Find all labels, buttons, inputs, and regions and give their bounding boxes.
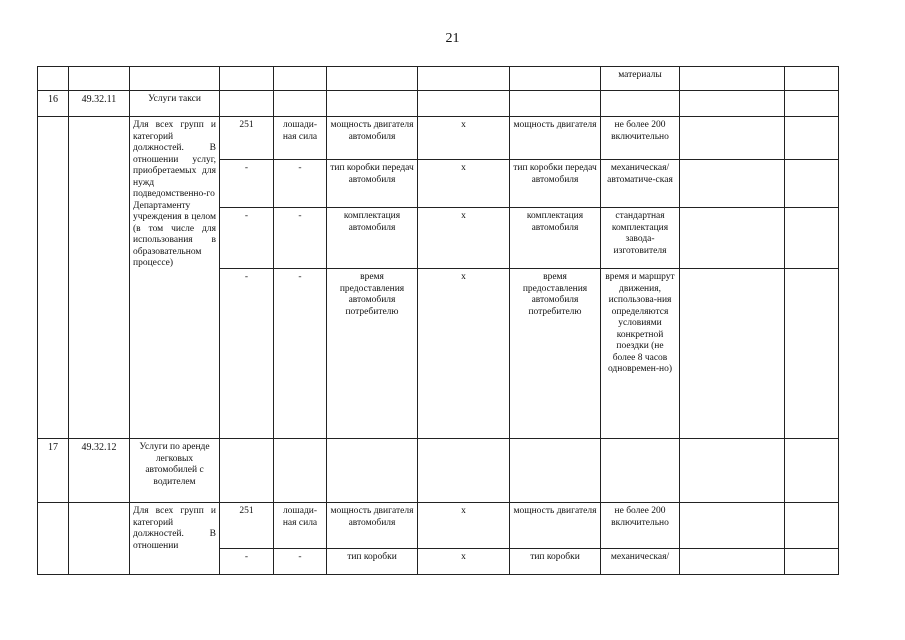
item-16-header-row bbox=[38, 91, 839, 117]
cell-unit: лошади-ная сила bbox=[274, 503, 327, 549]
cell-value: х bbox=[418, 503, 510, 549]
item-name: Услуги такси bbox=[130, 91, 220, 117]
cell-characteristic: комплектация автомобиля bbox=[327, 208, 418, 269]
page-number: 21 bbox=[445, 31, 460, 46]
cell-characteristic: мощность двигателя автомобиля bbox=[327, 503, 418, 549]
cell-okei: - bbox=[220, 549, 274, 575]
requirements-table bbox=[37, 66, 839, 575]
cell-value: х bbox=[418, 117, 510, 160]
item-description: Для всех групп и категорий должностей. В отношении услуг, приобретаемых для нужд подведомственно-го Департаменту учреждения в целом (в том числе для использования в образовательном процессе) bbox=[130, 117, 220, 439]
item-description: Для всех групп и категорий должностей. В отношении bbox=[130, 503, 220, 575]
item-number: 17 bbox=[38, 439, 69, 503]
cell-value2: механическая/ bbox=[601, 549, 680, 575]
okpd2-code: 49.32.12 bbox=[69, 439, 130, 503]
cell-okei: - bbox=[220, 208, 274, 269]
cell-value2: механическая/ автоматиче-ская bbox=[601, 160, 680, 208]
cell-value: х bbox=[418, 269, 510, 439]
cell-value: х bbox=[418, 160, 510, 208]
okpd2-code: 49.32.11 bbox=[69, 91, 130, 117]
cell-value2: стандартная комплектация завода-изготовителя bbox=[601, 208, 680, 269]
table-row bbox=[38, 503, 839, 549]
cell-characteristic: мощность двигателя автомобиля bbox=[327, 117, 418, 160]
cell-value2: время и маршрут движения, использова-ния определяются условиями конкретной поездки (не более 8 часов одновремен-но) bbox=[601, 269, 680, 439]
item-name: Услуги по аренде легковых автомобилей с водителем bbox=[130, 439, 220, 503]
continuation-row bbox=[38, 67, 839, 91]
cell-unit: лошади-ная сила bbox=[274, 117, 327, 160]
cell-unit: - bbox=[274, 269, 327, 439]
cell-unit: - bbox=[274, 160, 327, 208]
cell-okei: - bbox=[220, 269, 274, 439]
cell-value2: материалы bbox=[601, 67, 680, 91]
cell-value: х bbox=[418, 549, 510, 575]
cell-okei: - bbox=[220, 160, 274, 208]
cell-characteristic2: мощность двигателя bbox=[510, 503, 601, 549]
table-row bbox=[38, 117, 839, 160]
item-number: 16 bbox=[38, 91, 69, 117]
cell-characteristic2: тип коробки bbox=[510, 549, 601, 575]
cell-value2: не более 200 включительно bbox=[601, 117, 680, 160]
cell-okei: 251 bbox=[220, 117, 274, 160]
cell-unit: - bbox=[274, 549, 327, 575]
cell-value: х bbox=[418, 208, 510, 269]
cell-characteristic2: время предоставления автомобиля потребителю bbox=[510, 269, 601, 439]
item-17-header-row bbox=[38, 439, 839, 503]
cell-characteristic2: тип коробки передач автомобиля bbox=[510, 160, 601, 208]
cell-characteristic: тип коробки передач автомобиля bbox=[327, 160, 418, 208]
cell-unit: - bbox=[274, 208, 327, 269]
cell-characteristic: тип коробки bbox=[327, 549, 418, 575]
cell-characteristic: время предоставления автомобиля потребителю bbox=[327, 269, 418, 439]
cell-value2: не более 200 включительно bbox=[601, 503, 680, 549]
cell-characteristic2: комплектация автомобиля bbox=[510, 208, 601, 269]
cell-characteristic2: мощность двигателя bbox=[510, 117, 601, 160]
cell-okei: 251 bbox=[220, 503, 274, 549]
